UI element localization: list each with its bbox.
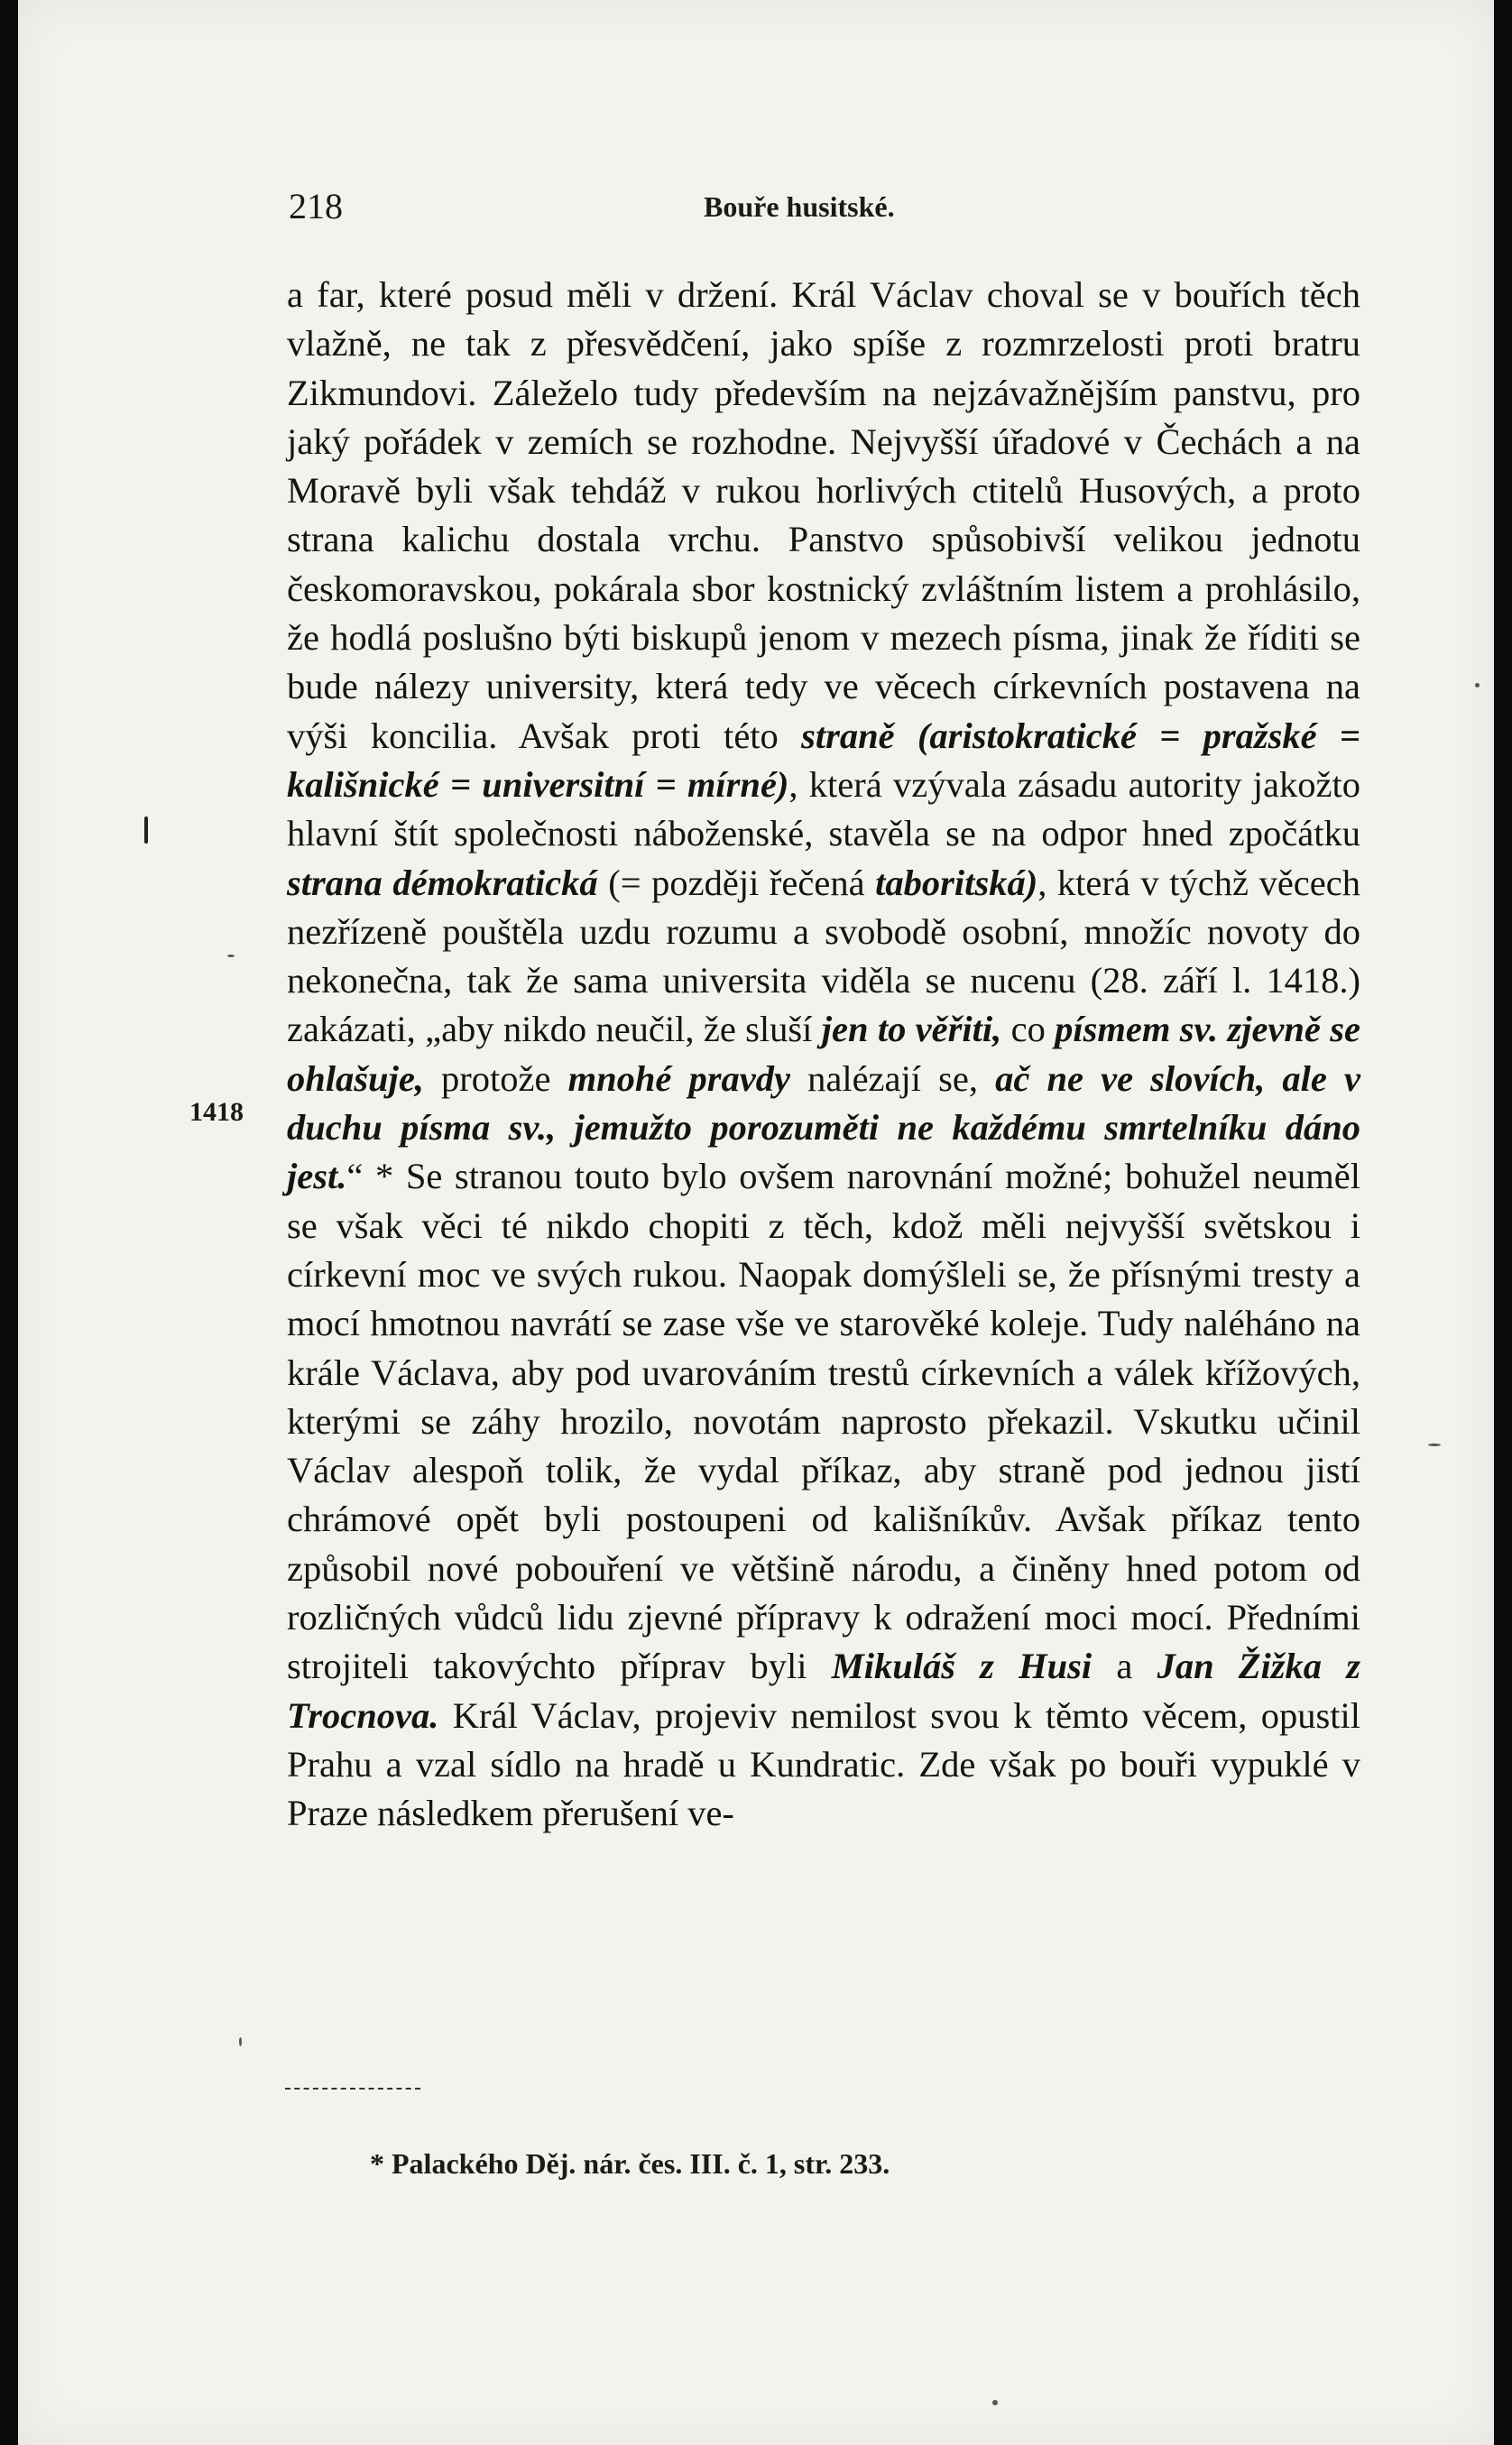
emphasis-quote: jen to věřiti, (821, 1009, 1002, 1050)
emphasis-democratic-party: strana démokratická (287, 862, 598, 903)
paper-speck (1428, 1444, 1441, 1446)
page-number: 218 (289, 186, 343, 226)
emphasis-person-name: Mikuláš z Husi (831, 1646, 1093, 1687)
body-text-segment: a far, které posud měli v držení. Král Václav choval se v bouřích těch vlažně, ne tak z přesvědčení, jako spíše z rozmrzelosti proti bratru Zikmundovi. Záleželo tudy především na nejzávažnějším panstvu, pro jaký pořádek v zemích se rozhodne. Nejvyšší úřadové v Čechách a na Moravě byli však tehdáž v rukou horlivých ctitelů Husových, a proto strana kalichu dostala vrchu. Panstvo spůsobivší velikou jednotu českomoravskou, pokárala sbor kostnický zvláštním listem a prohlásilo, že hodlá poslušno býti biskupů jenom v mezech písma, jinak že říditi se bude nálezy university, která tedy ve věcech církevních postavena na výši koncilia. Avšak proti této (287, 274, 1360, 756)
body-text-segment: nalézají se, (789, 1057, 996, 1099)
paper-speck (1475, 683, 1480, 687)
emphasis-quote: písmem sv. zjevně se ohlašuje, (287, 1009, 1360, 1099)
body-text-segment: , která v týchž věcech nezřízeně pouštěla uzdu rozumu a svobodě osobní, množíc novoty do nekonečna, tak že sama universita viděla se nucenu (28. září l. 1418.) zakázati, „aby nikdo neučil, že sluší (287, 862, 1360, 1050)
emphasis-taborite: taboritská) (875, 862, 1038, 903)
paper-speck (227, 955, 235, 957)
paper-speck (144, 817, 148, 844)
body-text-segment: , která vzývala zásadu autority jakožto hlavní štít společnosti náboženské, stavěla se na odpor hned zpočátku (287, 763, 1360, 854)
emphasis-quote: mnohé pravdy (567, 1057, 790, 1099)
body-text-segment: Král Václav, projeviv nemilost svou k těmto věcem, opustil Prahu a vzal sídlo na hradě u Kundratic. Zde však po bouři vypuklé v Praze následkem přerušení ve- (287, 1694, 1360, 1834)
page-header (289, 185, 1358, 239)
body-text-segment: protože (423, 1057, 568, 1099)
footnote: * Palackého Děj. nár. čes. III. č. 1, str. 233. (370, 2147, 890, 2180)
paper-speck (239, 2037, 242, 2046)
emphasis-quote: ač ne ve slovích, ale v duchu písma sv., jemužto porozuměti ne každému smrtelníku dáno jest. (287, 1057, 1360, 1197)
body-paragraph (287, 271, 1360, 1839)
footnote-separator (285, 2088, 420, 2090)
margin-year-note: 1418 (189, 1097, 244, 1127)
body-text-segment: (= později řečená (597, 862, 876, 903)
paper-speck (992, 2400, 998, 2405)
running-title: Bouře husitské. (704, 190, 895, 223)
body-text-segment: “ * Se stranou touto bylo ovšem narovnání možné; bohužel neuměl se však věci té nikdo chopiti z těch, kdož měli nejvyšší světskou i církevní moc ve svých rukou. Naopak domýšleli se, že přísnými tresty a mocí hmotnou navrátí se zase vše ve starověké koleje. Tudy naléháno na krále Václava, aby pod uvarováním trestů církevních a válek křížových, kterými se záhy hrozilo, novotám naprosto překazil. Vskutku učinil Václav alespoň tolik, že vydal příkaz, aby straně pod jednou jistí chrámové opět byli postoupeni od kališníkův. Avšak příkaz tento způsobil nové pobouření ve většině národu, a činěny hned potom od rozličných vůdců lidu zjevné přípravy k odražení moci mocí. Předními strojiteli takovýchto příprav byli (287, 1156, 1360, 1687)
emphasis-party-names: straně (aristokratické = pražské = kališnické = universitní = mírné) (287, 715, 1361, 805)
body-text-segment: co (1001, 1009, 1056, 1050)
emphasis-person-name: Jan Žižka z Trocnova. (287, 1646, 1360, 1736)
book-page (18, 0, 1494, 2445)
body-text-segment: a (1092, 1646, 1157, 1687)
